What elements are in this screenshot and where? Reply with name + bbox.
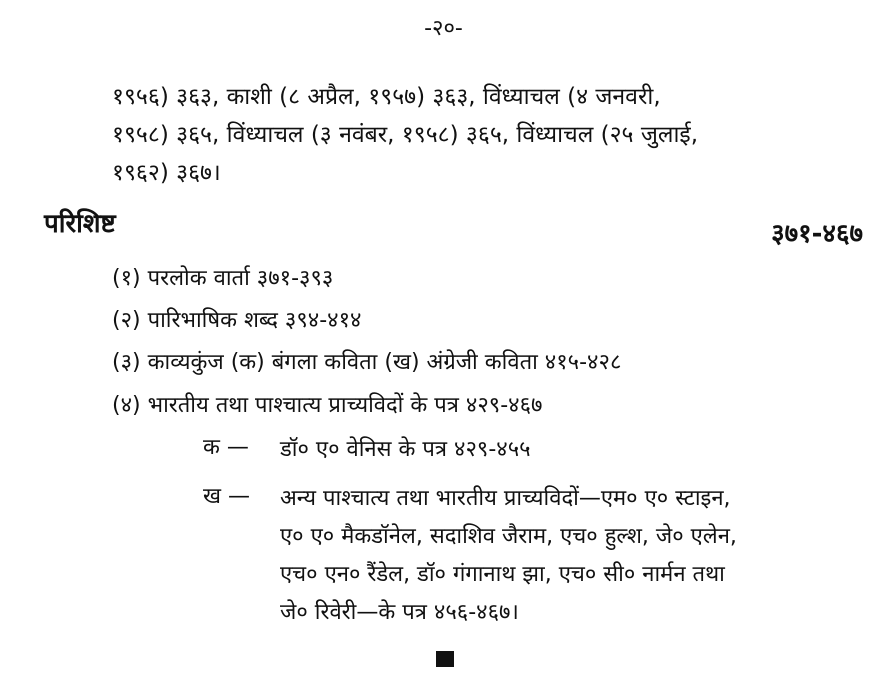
subitem-line: अन्य पाश्चात्य तथा भारतीय प्राच्यविदों—एम० ए० स्टाइन, bbox=[280, 486, 731, 511]
continuation-line: १९५८) ३६५, विंध्याचल (३ नवंबर, १९५८) ३६५, विंध्याचल (२५ जुलाई, bbox=[112, 122, 699, 148]
continuation-line: १९५६) ३६३, काशी (८ अप्रैल, १९५७) ३६३, विंध्याचल (४ जनवरी, bbox=[112, 84, 661, 110]
subitem-text bbox=[280, 480, 800, 632]
appendix-item: (१) परलोक वार्ता ३७१-३९३ bbox=[112, 266, 334, 291]
appendix-page-range: ३७१-४६७ bbox=[771, 219, 863, 249]
subitem-line: ए० ए० मैकडॉनेल, सदाशिव जैराम, एच० हुल्श, जे० एलेन, bbox=[280, 524, 737, 549]
subitem-marker: ख — bbox=[203, 484, 250, 509]
continuation-paragraph bbox=[112, 78, 802, 192]
subitem-line: डॉ० ए० वेनिस के पत्र ४२९-४५५ bbox=[280, 437, 531, 462]
subitem-text bbox=[280, 431, 800, 469]
subitem-marker: क — bbox=[203, 435, 249, 460]
subitem-line: जे० रिवेरी—के पत्र ४५६-४६७। bbox=[280, 600, 519, 625]
subitem-line: एच० एन० रैंडेल, डॉ० गंगानाथ झा, एच० सी० नार्मन तथा bbox=[280, 562, 725, 587]
appendix-item: (३) काव्यकुंज (क) बंगला कविता (ख) अंग्रेजी कविता ४१५-४२८ bbox=[112, 350, 622, 375]
appendix-heading: परिशिष्ट bbox=[44, 209, 116, 239]
page-number: -२०- bbox=[424, 16, 463, 41]
appendix-item: (४) भारतीय तथा पाश्चात्य प्राच्यविदों के पत्र ४२९-४६७ bbox=[112, 393, 543, 418]
end-of-section-mark bbox=[436, 651, 454, 667]
appendix-item: (२) पारिभाषिक शब्द ३९४-४१४ bbox=[112, 308, 362, 333]
continuation-line: १९६२) ३६७। bbox=[112, 160, 221, 186]
